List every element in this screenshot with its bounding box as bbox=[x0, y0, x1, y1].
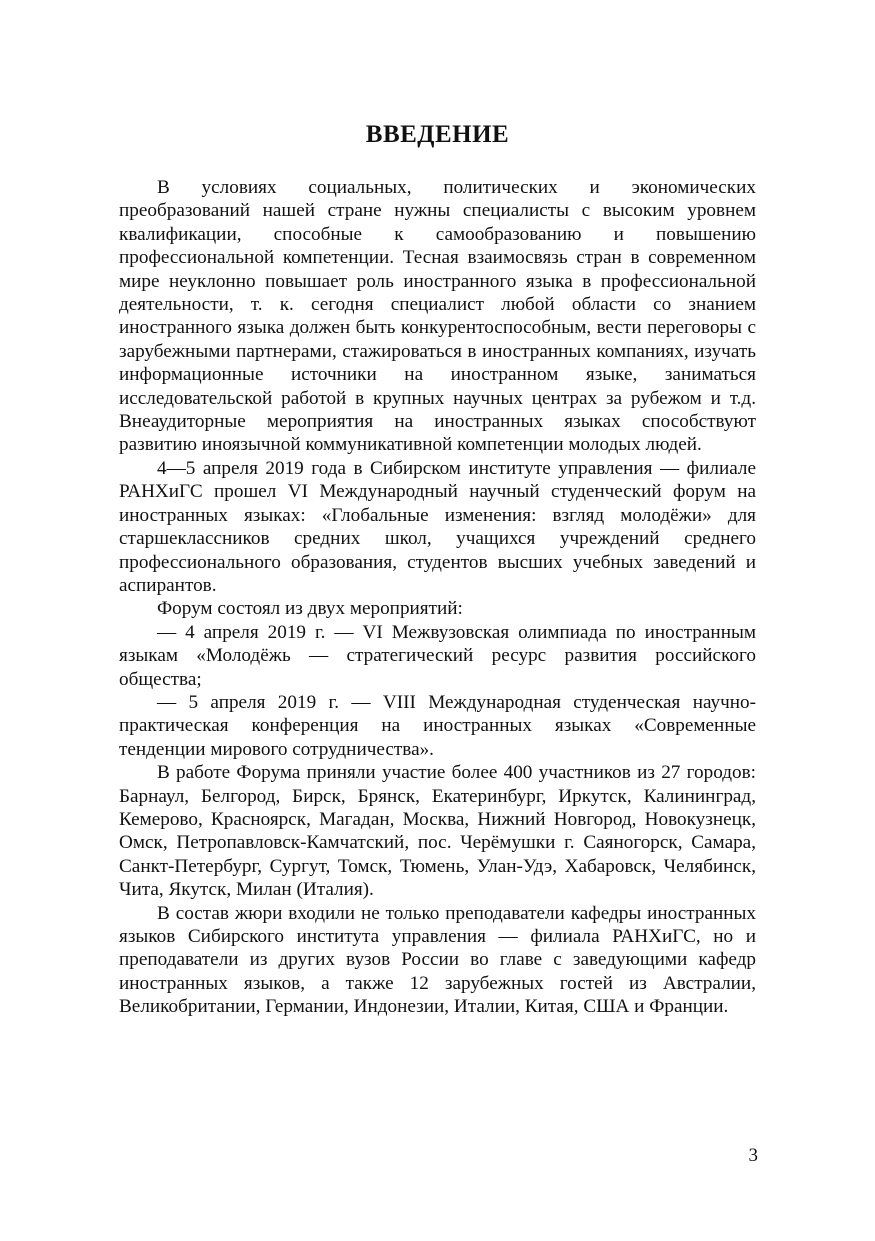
list-item-conference: — 5 апреля 2019 г. — VIII Международная студенческая научно-практическая конференция на иностранных языках «Современные тенденции мирового сотрудничества». bbox=[119, 691, 756, 760]
paragraph-events-intro: Форум состоял из двух мероприятий: bbox=[157, 598, 463, 620]
paragraph-participants: В работе Форума приняли участие более 400 участников из 27 городов: Барнаул, Белгород, Бирск, Брянск, Екатеринбург, Иркутск, Калининград, Кемерово, Красноярск, Магадан, Москва, Нижний Новгород, Новокузнецк, Омск, Петропавловск-Камчатский, пос. Черёмушки г. Саяногорск, Самара, Санкт-Петербург, Сургут, Томск, Тюмень, Улан-Удэ, Хабаровск, Челябинск, Чита, Якутск, Милан (Италия). bbox=[119, 762, 756, 901]
paragraph-jury: В состав жюри входили не только преподаватели кафедры иностранных языков Сибирского института управления — филиала РАНХиГС, но и преподаватели из других вузов России во главе с заведующими кафедр иностранных языков, а также 12 зарубежных гостей из Австралии, Великобритании, Германии, Индонезии, Италии, Китая, США и Франции. bbox=[119, 902, 756, 1018]
list-item-olympiad: — 4 апреля 2019 г. — VI Межвузовская олимпиада по иностранным языкам «Молодёжь — стратегический ресурс развития российского общества; bbox=[119, 621, 756, 690]
page-title: ВВЕДЕНИЕ bbox=[365, 121, 510, 148]
body-text bbox=[119, 176, 756, 1019]
paragraph-intro: В условиях социальных, политических и экономических преобразований нашей стране нужны специалисты с высоким уровнем квалификации, способные к самообразованию и повышению профессиональной компетенции. Тесная взаимосвязь стран в современном мире неуклонно повышает роль иностранного языка в профессиональной деятельности, т. к. сегодня специалист любой области со знанием иностранного языка должен быть конкурентоспособным, вести переговоры с зарубежными партнерами, стажироваться в иностранных компаниях, изучать информационные источники на иностранном языке, заниматься исследовательской работой в крупных научных центрах за рубежом и т.д. Внеаудиторные мероприятия на иностранных языках способствуют развитию иноязычной коммуникативной компетенции молодых людей. bbox=[119, 177, 756, 456]
paragraph-forum: 4—5 апреля 2019 года в Сибирском институте управления — филиале РАНХиГС прошел VI Международный научный студенческий форум на иностранных языках: «Глобальные изменения: взгляд молодёжи» для старшеклассников средних школ, учащихся учреждений среднего профессионального образования, студентов высших учебных заведений и аспирантов. bbox=[119, 457, 756, 596]
page-number: 3 bbox=[748, 1145, 758, 1166]
